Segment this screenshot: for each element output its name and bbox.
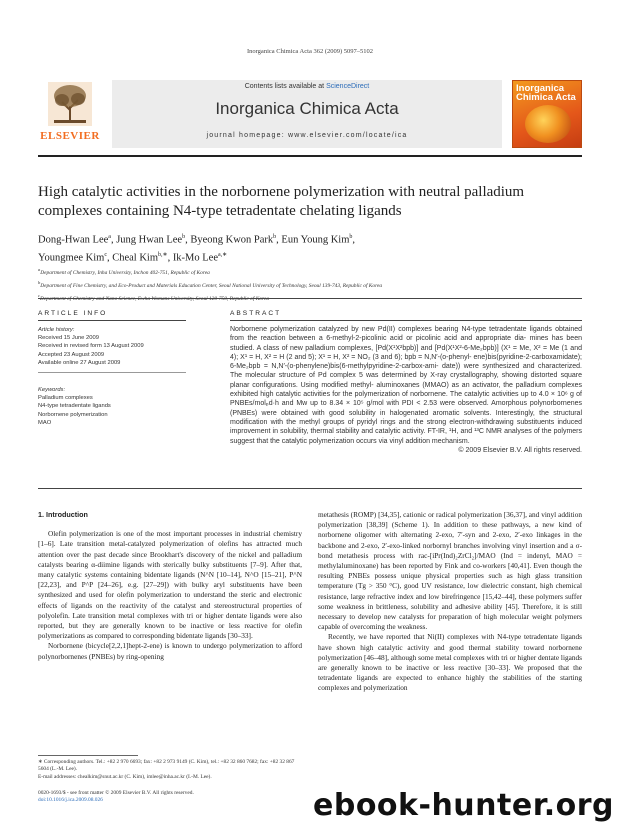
keywords-list xyxy=(38,394,186,427)
history-item: Accepted 23 August 2009 xyxy=(38,351,105,358)
keyword-item: MAO xyxy=(38,419,52,426)
body-column-left xyxy=(38,510,302,662)
author-affiliation-mark: c xyxy=(104,251,107,258)
contents-line xyxy=(112,83,502,90)
author-name: Byeong Kwon Park xyxy=(190,234,274,246)
keyword-item: Norbornene polymerization xyxy=(38,411,108,418)
affiliation-mark: b xyxy=(38,279,41,285)
author-name: Youngmee Kim xyxy=(38,252,105,263)
body-column-right xyxy=(318,510,582,694)
author-affiliation-mark: b xyxy=(273,234,277,240)
abstract-heading: ABSTRACT xyxy=(230,310,282,317)
affiliation-item xyxy=(38,265,582,278)
info-rule xyxy=(38,320,186,321)
abstract-body xyxy=(230,325,582,455)
watermark: ebook-hunter.org xyxy=(313,788,614,823)
keyword-item: Palladium complexes xyxy=(38,395,93,402)
email-note[interactable]: E-mail addresses: chealkim@snut.ac.kr (C. Kim), imlee@inha.ac.kr (I.-M. Lee). xyxy=(38,773,212,780)
body-paragraph: Recently, we have reported that Ni(II) complexes with N4-type tetradentate ligands have shown high catalytic activity and good thermal stability toward norbornene polymerization [46–48], although some metal complexes with tri or higher dentate ligands are generally known to be inactive or less reactive [30–33]. We proposed that the tetradentate ligands are expected to enhance highly the stabilities of the starting complexes and polymerization xyxy=(318,632,582,693)
body-paragraph: metathesis (ROMP) [34,35], cationic or radical polymerization [36,37], and vinyl addition polymerization [38,39] (Scheme 1). In addition to these pathways, a new kind of norbornene oligomer with alternating 2-exo, 7′-syn and 2-exo, 2′-exo linkages in the backbone and 2-exo, 2′-exo-linked norbornyl branches involving vinyl insertion and a σ-bond metathesis process with rac-[iPr(Ind)₂ZrCl₂]/MAO (Ind = indenyl, MAO = methylaluminoxane) has been reported by Fink and co-workers [40,41]. Even though the resulting PNBEs possess unique physical properties such as high glass transition temperature (Tg > 350 °C), good UV resistance, low dielectric constant, high chemical resistance, large refractive index and low birefringence [15,42–44], these polymers suffer some weakness in brittleness, solubility and adhesive ability [45]. Therefore, it is still necessary to develop new catalysts for preparation of high molecular weight polymers capable of overcoming the weakness. xyxy=(318,510,582,632)
author-name: Dong-Hwan Lee xyxy=(38,234,109,246)
paper-title: High catalytic activities in the norbornene polymerization with neutral palladium complexes containing N4-type tetradentate chelating ligands xyxy=(38,184,525,219)
citation-line: Inorganica Chimica Acta 362 (2009) 5097–5102 xyxy=(246,48,374,55)
cover-art xyxy=(525,105,571,143)
author-affiliation-mark: a xyxy=(108,234,111,240)
abstract-rule xyxy=(230,320,582,321)
copyright: © 2009 Elsevier B.V. All rights reserved. xyxy=(458,446,582,454)
history-item: Received 15 June 2009 xyxy=(38,335,99,342)
elsevier-logo xyxy=(38,82,102,146)
author-affiliation-mark: b,∗ xyxy=(158,251,168,258)
keywords-label: Keywords: xyxy=(38,387,66,393)
abstract-text: Norbornene polymerization catalyzed by new Pd(II) complexes bearing N4-type tetradentate ligands obtained from the reaction between a 6-methyl-2-picolinic acid or picolinic acid and appropriate dia- mines has been studied. A class of new palladium complexes, [Pd(X¹X²bpb)] and [Pd(X¹X²-6-Me₂bpb)] (X¹ = Me, X² = Me (1 and 4); X¹ = H, X² = H (2 and 5); X¹ = H, X² = NO₂ (3 and 6); bpb = N,N′-(o-phenyl- ene)bis(pyridine-2-carboxamidate); 6-Me₂bpb = N,N′-(o-phenylene)bis(6-methylpyridine-2-carbox-ami- date)) were synthesized and characterized. The molecular structure of Pd complex 5 was determined by X-ray crystallography, showing distorted square planar configurations. Using modified methyl- aluminoxanes (MMAO) as an activator, the palladium complexes exhibited high catalytic activities for the polymerization of norbornene. The catalytic activities up to 4.0 × 10⁶ g of PNBEs/molₚd·h and Mw up to 8.34 × 10⁵ g/mol with PDI < 2.53 were observed. Amorphous polynorbornenes (PNBEs) were obtained with good solubility in halogenated aromatic solvents. Interestingly, the structural modification with the methyl groups of pyridyl rings and the strong electron-withdrawing substituents induced improvement in solubility, thermal stability and catalytic activity. FT-IR, ¹H, and ¹³C NMR analyses of the polymers suggest that the catalytic polymerization occurs via vinyl addition mechanism. xyxy=(230,326,582,445)
affiliation-mark: c xyxy=(38,292,40,298)
author-name: Eun Young Kim xyxy=(281,234,350,246)
contents-prefix: Contents lists available at xyxy=(244,83,327,90)
right-paragraphs xyxy=(318,510,582,694)
author-affiliation-mark: a,∗ xyxy=(218,251,228,258)
introduction-heading: 1. Introduction xyxy=(38,510,88,519)
elsevier-wordmark: ELSEVIER xyxy=(40,130,100,142)
history-label: Article history: xyxy=(38,327,75,333)
history-item: Received in revised form 13 August 2009 xyxy=(38,343,144,350)
issn-line: 0020-1693/$ - see front matter © 2009 Elsevier B.V. All rights reserved. xyxy=(38,790,194,796)
left-paragraphs xyxy=(38,529,302,662)
abstract-end-rule xyxy=(38,488,582,489)
author-name: Cheal Kim xyxy=(112,252,159,263)
header-rule xyxy=(38,155,582,157)
keywords-rule xyxy=(38,372,186,373)
affiliation-item xyxy=(38,291,582,304)
footnote-rule xyxy=(38,755,138,756)
article-info-heading: ARTICLE INFO xyxy=(38,310,108,317)
corresponding-note: ∗ Corresponding authors. Tel.: +82 2 970 6693; fax: +82 2 973 9149 (C. Kim), tel.: +82 32 860 7682; fax: +82 32 867 5604 (L.-M. Lee). xyxy=(38,759,295,773)
journal-homepage[interactable]: journal homepage: www.elsevier.com/locate/ica xyxy=(206,132,408,139)
article-history xyxy=(38,326,186,367)
history-list xyxy=(38,334,186,367)
journal-banner xyxy=(112,80,502,148)
author-list: Dong-Hwan Lee$^a$, Jung Hwan Lee$^b$, Byeong Kwon Park$^b$, Eun Young Kim$^b$, Youngmee Kim$^c$, Cheal Kim$^{b,∗}$, Ik-Mo Lee$^{a,∗}$ xyxy=(38,234,356,263)
affiliation-item xyxy=(38,278,582,291)
body-paragraph: Norbornene (bicycle[2,2,1]hept-2-ene) is known to undergo polymerization to afford polynorbornenes (PNBEs) by ring-opening xyxy=(38,641,302,661)
keywords-block xyxy=(38,386,186,427)
affiliation-rule xyxy=(38,298,582,299)
keyword-item: N4-type tetradentate ligands xyxy=(38,403,111,410)
author-name: Jung Hwan Lee xyxy=(116,234,183,246)
doi-link[interactable]: doi:10.1016/j.ica.2009.08.026 xyxy=(38,797,103,804)
cover-title: Inorganica Chimica Acta xyxy=(516,83,576,103)
sciencedirect-link[interactable]: ScienceDirect xyxy=(326,83,370,90)
affiliation-text: Department of Chemistry, Inha University, Inchon 402-751, Republic of Korea xyxy=(40,269,210,276)
journal-title: Inorganica Chimica Acta xyxy=(215,99,399,118)
author-affiliation-mark: b xyxy=(349,234,353,240)
journal-cover-thumbnail xyxy=(512,80,582,148)
affiliation-text: Department of Fine Chemistry, and Eco-Product and Materials Education Center, Seoul National University of Technology, Seoul 139-743, Republic of Korea xyxy=(40,282,383,289)
body-paragraph: Olefin polymerization is one of the most important processes in industrial chemistry [1–6]. Late transition metal-catalyzed polymerization of olefins has attracted much attention over the past decade since Brookhart's discovery of the nickel and palladium catalysts bearing α-diimine ligands with sterically bulky substituents [7–9]. After that, many catalytic systems containing bidentate ligands (N^N [10–14], N^O [15–21], P^N [22,23], and P^P [24–26], e.g. [27–29]) with bulky aryl substituents have been synthesized and used for olefin polymerization to understand the steric and electronic effects of ligands on the reactivity of the catalyst and stereostructural properties of polyolefin. Late transition metal complexes with tri or higher dentate ligands were also reported, but they are generally known to be inactive or less reactive for olefin polymerizations as compared to corresponding bidentate ligands [30–33]. xyxy=(38,529,302,641)
history-item: Available online 27 August 2009 xyxy=(38,359,121,366)
author-name: Ik-Mo Lee xyxy=(172,252,219,263)
journal-header xyxy=(38,80,582,150)
author-affiliation-mark: b xyxy=(182,234,186,240)
elsevier-tree-icon xyxy=(48,82,92,126)
footnote xyxy=(38,759,302,781)
affiliation-mark: a xyxy=(38,267,41,272)
